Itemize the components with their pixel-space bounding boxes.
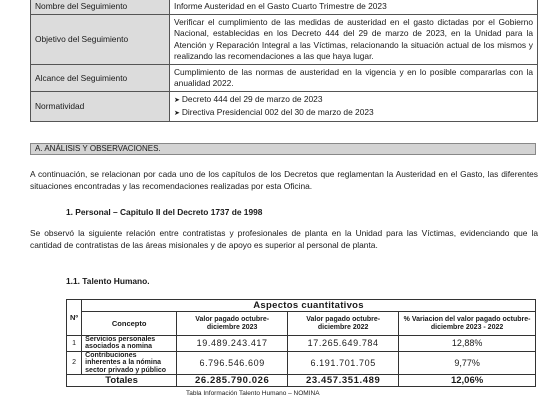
column-header-variation: % Variacion del valor pagado octubre- diciembre 2023 - 2022	[399, 312, 536, 336]
info-value: Cumplimiento de las normas de austeridad en la vigencia y en lo posible compararlas con la anualidad 2022.	[170, 65, 538, 92]
info-row-scope	[31, 65, 538, 92]
table-subheader-row	[67, 312, 536, 336]
row-number: 1	[67, 336, 82, 352]
row-concept: Contribuciones inherentes a la nómina sector privado y público	[82, 351, 177, 374]
intro-paragraph: A continuación, se relacionan por cada uno de los capítulos de los Decretos que reglamentan la Austeridad en el Gasto, las diferentes situaciones encontradas y las recomendaciones realizadas por esta Oficina.	[30, 169, 538, 191]
total-value-2023: 26.285.790.026	[177, 375, 288, 387]
row-concept: Servicios personales asociados a nomina	[82, 336, 177, 352]
column-header-concept: Concepto	[82, 312, 177, 336]
row-value-2022: 17.265.649.784	[288, 336, 399, 352]
table-caption: Tabla Información Talento Humano – NOMINA	[186, 390, 320, 397]
regulation-item	[174, 94, 533, 106]
observation-paragraph: Se observó la siguiente relación entre contratistas y profesionales de planta en la Unidad para las Víctimas, evidenciando que la cantidad de contratistas de las áreas misionales y de apoyo es superior al personal de planta.	[30, 228, 538, 250]
section-heading-analysis: A. ANÁLISIS Y OBSERVACIONES.	[30, 143, 536, 155]
info-value: Verificar el cumplimiento de las medidas de austeridad en el gasto dictadas por el Gobierno Nacional, establecidas en los Decreto 444 del 29 de marzo de 2023, en la Unidad para la Atención y Reparación Integral a las Víctimas, relacionando la situación actual de los mismos y realizando las recomendaciones a las que haya lugar.	[170, 15, 538, 65]
info-label: Nombre del Seguimiento	[31, 0, 170, 15]
info-row-objective	[31, 15, 538, 65]
totals-label: Totales	[67, 375, 177, 387]
regulation-text: Decreto 444 del 29 de marzo de 2023	[181, 94, 323, 105]
row-value-2022: 6.191.701.705	[288, 351, 399, 374]
row-variation: 9,77%	[399, 351, 536, 374]
total-variation: 12,06%	[399, 375, 536, 387]
talent-human-table	[66, 299, 536, 387]
tracking-info-table	[30, 0, 538, 122]
total-value-2022: 23.457.351.489	[288, 375, 399, 387]
arrow-bullet-icon: ➤	[174, 97, 180, 105]
column-header-2023: Valor pagado octubre- diciembre 2023	[177, 312, 288, 336]
regulation-text: Directiva Presidencial 002 del 30 de marzo de 2023	[181, 106, 374, 117]
arrow-bullet-icon: ➤	[174, 109, 180, 117]
column-header-2022: Valor pagado octubre- diciembre 2022	[288, 312, 399, 336]
subsection-heading-personal: 1. Personal – Capitulo II del Decreto 1737 de 1998	[66, 207, 263, 217]
table-row	[67, 336, 536, 352]
group-header: Aspectos cuantitativos	[82, 300, 536, 312]
info-row-regulations	[31, 92, 538, 121]
regulation-item	[174, 107, 533, 119]
row-variation: 12,88%	[399, 336, 536, 352]
table-header-row	[67, 300, 536, 312]
row-value-2023: 19.489.243.417	[177, 336, 288, 352]
info-label: Alcance del Seguimiento	[31, 65, 170, 92]
info-label: Normatividad	[31, 92, 170, 121]
row-value-2023: 6.796.546.609	[177, 351, 288, 374]
info-value	[170, 92, 538, 121]
table-row	[67, 351, 536, 374]
totals-row	[67, 375, 536, 387]
info-row-name	[31, 0, 538, 15]
subsection-heading-talent: 1.1. Talento Humano.	[66, 276, 150, 286]
info-value: Informe Austeridad en el Gasto Cuarto Trimestre de 2023	[170, 0, 538, 15]
column-header-number: Nº	[67, 300, 82, 336]
info-label: Objetivo del Seguimiento	[31, 15, 170, 65]
row-number: 2	[67, 351, 82, 374]
